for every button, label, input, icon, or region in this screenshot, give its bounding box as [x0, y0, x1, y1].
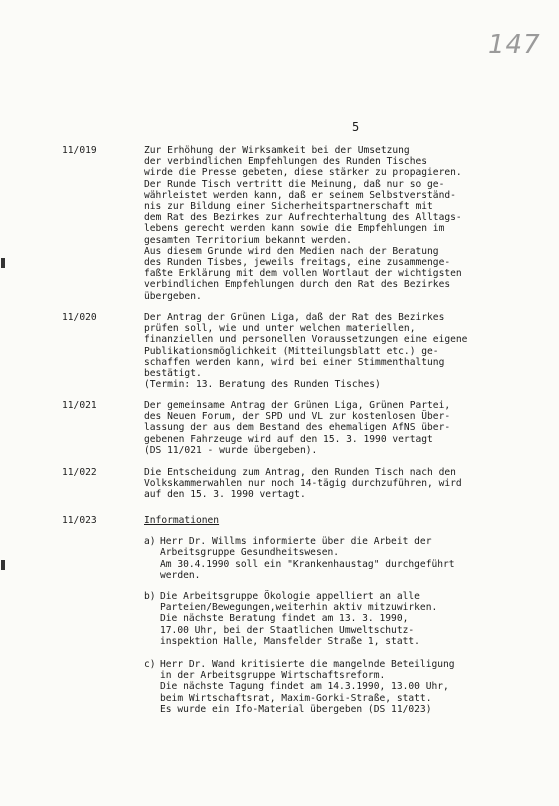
text-line: Zur Erhöhung der Wirksamkeit bei der Umsetzung [144, 145, 410, 156]
text-line: Die nächste Tagung findet am 14.3.1990, 13.00 Uhr, [160, 681, 449, 693]
item-code: 11/020 [62, 312, 97, 323]
text-line: (DS 11/021 - wurde übergeben). [144, 444, 318, 456]
item-text [144, 145, 544, 302]
text-line: nis zur Bildung einer Sicherheitspartnerschaft mit [144, 201, 433, 213]
item-code: 11/019 [62, 145, 97, 156]
subitem-marker: c) [144, 659, 156, 671]
text-line: wirde die Presse gebeten, diese stärker zu propagieren. [144, 167, 462, 179]
text-line: faßte Erklärung mit dem vollen Wortlaut der wichtigsten [144, 268, 462, 280]
text-line: lebens gerecht werden kann sowie die Empfehlungen im [144, 223, 445, 235]
handwritten-page-number: 147 [488, 30, 541, 60]
text-line: Publikationsmöglichkeit (Mitteilungsblatt etc.) ge- [144, 345, 439, 357]
text-line: Am 30.4.1990 soll ein "Krankenhaustag" durchgeführt [160, 558, 455, 570]
item-code: 11/023 [62, 515, 97, 526]
text-line: prüfen soll, wie und unter welchen materiellen, [144, 323, 416, 335]
text-line: des Neuen Forum, der SPD und VL zur kostenlosen Über- [144, 411, 451, 423]
text-line: verbindlichen Empfehlungen durch den Rat des Bezirkes [144, 279, 451, 291]
text-line: Die nächste Beratung findet am 13. 3. 1990, [160, 613, 409, 625]
text-line: Es wurde ein Ifo-Material übergeben (DS 11/023) [160, 703, 432, 715]
item-code: 11/022 [62, 467, 97, 478]
text-line: auf den 15. 3. 1990 vertagt. [144, 489, 306, 501]
text-line: Die Arbeitsgruppe Ökologie appelliert an alle [160, 591, 420, 603]
text-line: des Runden Tisbes, jeweils freitags, eine zusammenge- [144, 257, 451, 269]
text-line: (Termin: 13. Beratung des Runden Tisches) [144, 379, 381, 391]
text-line: in der Arbeitsgruppe Wirtschaftsreform. [160, 670, 386, 682]
text-line: Der gemeinsame Antrag der Grünen Liga, Grünen Partei, [144, 400, 451, 411]
info-subitem-a [144, 536, 544, 581]
text-line: Der Antrag der Grünen Liga, daß der Rat des Bezirkes [144, 312, 445, 323]
text-line: dem Rat des Bezirkes zur Aufrechterhaltung des Alltags- [144, 212, 462, 224]
item-text [144, 467, 544, 501]
text-line: währleistet werden kann, daß er seinem Selbstverständ- [144, 189, 456, 201]
text-line: Die Entscheidung zum Antrag, den Runden Tisch nach den [144, 467, 456, 478]
text-line: lassung der aus dem Bestand des ehemaligen AfNS über- [144, 422, 451, 434]
text-line: Parteien/Bewegungen,weiterhin aktiv mitzuwirken. [160, 602, 438, 614]
text-line: Der Runde Tisch vertritt die Meinung, daß nur so ge- [144, 178, 445, 190]
text-line: 17.00 Uhr, bei der Staatlichen Umweltschutz- [160, 624, 415, 636]
text-line: der verbindlichen Empfehlungen des Runden Tisches [144, 156, 428, 168]
info-subitem-b [144, 591, 544, 647]
text-line: Herr Dr. Willms informierte über die Arbeit der [160, 536, 432, 548]
subitem-marker: a) [144, 536, 156, 548]
item-code: 11/021 [62, 400, 97, 411]
text-line: übergeben. [144, 290, 202, 302]
text-line: Arbeitsgruppe Gesundheitswesen. [160, 547, 340, 559]
text-line: Aus diesem Grunde wird den Medien nach der Beratung [144, 245, 439, 257]
text-line: Herr Dr. Wand kritisierte die mangelnde Beteiligung [160, 659, 455, 671]
text-line: werden. [160, 569, 201, 581]
section-heading: Informationen [144, 515, 220, 526]
subitem-marker: b) [144, 591, 156, 603]
text-line: bestätigt. [144, 368, 202, 380]
margin-mark [1, 560, 5, 570]
item-text [144, 312, 544, 390]
text-line: finanziellen und personellen Voraussetzungen eine eigene [144, 334, 468, 346]
text-line: gesamten Territorium bekannt werden. [144, 234, 352, 246]
info-subitem-c [144, 659, 544, 715]
page-number: 5 [352, 120, 360, 134]
item-text [144, 515, 544, 715]
text-line: gebenen Fahrzeuge wird auf den 15. 3. 1990 vertagt [144, 433, 433, 445]
text-line: Volkskammerwahlen nur noch 14-tägig durchzuführen, wird [144, 478, 462, 490]
text-line: beim Wirtschaftsrat, Maxim-Gorki-Straße, statt. [160, 692, 432, 704]
text-line: schaffen werden kann, wird bei einer Stimmenthaltung [144, 356, 445, 368]
item-text [144, 400, 544, 456]
margin-mark [1, 258, 5, 268]
text-line: inspektion Halle, Mansfelder Straße 1, statt. [160, 635, 420, 647]
